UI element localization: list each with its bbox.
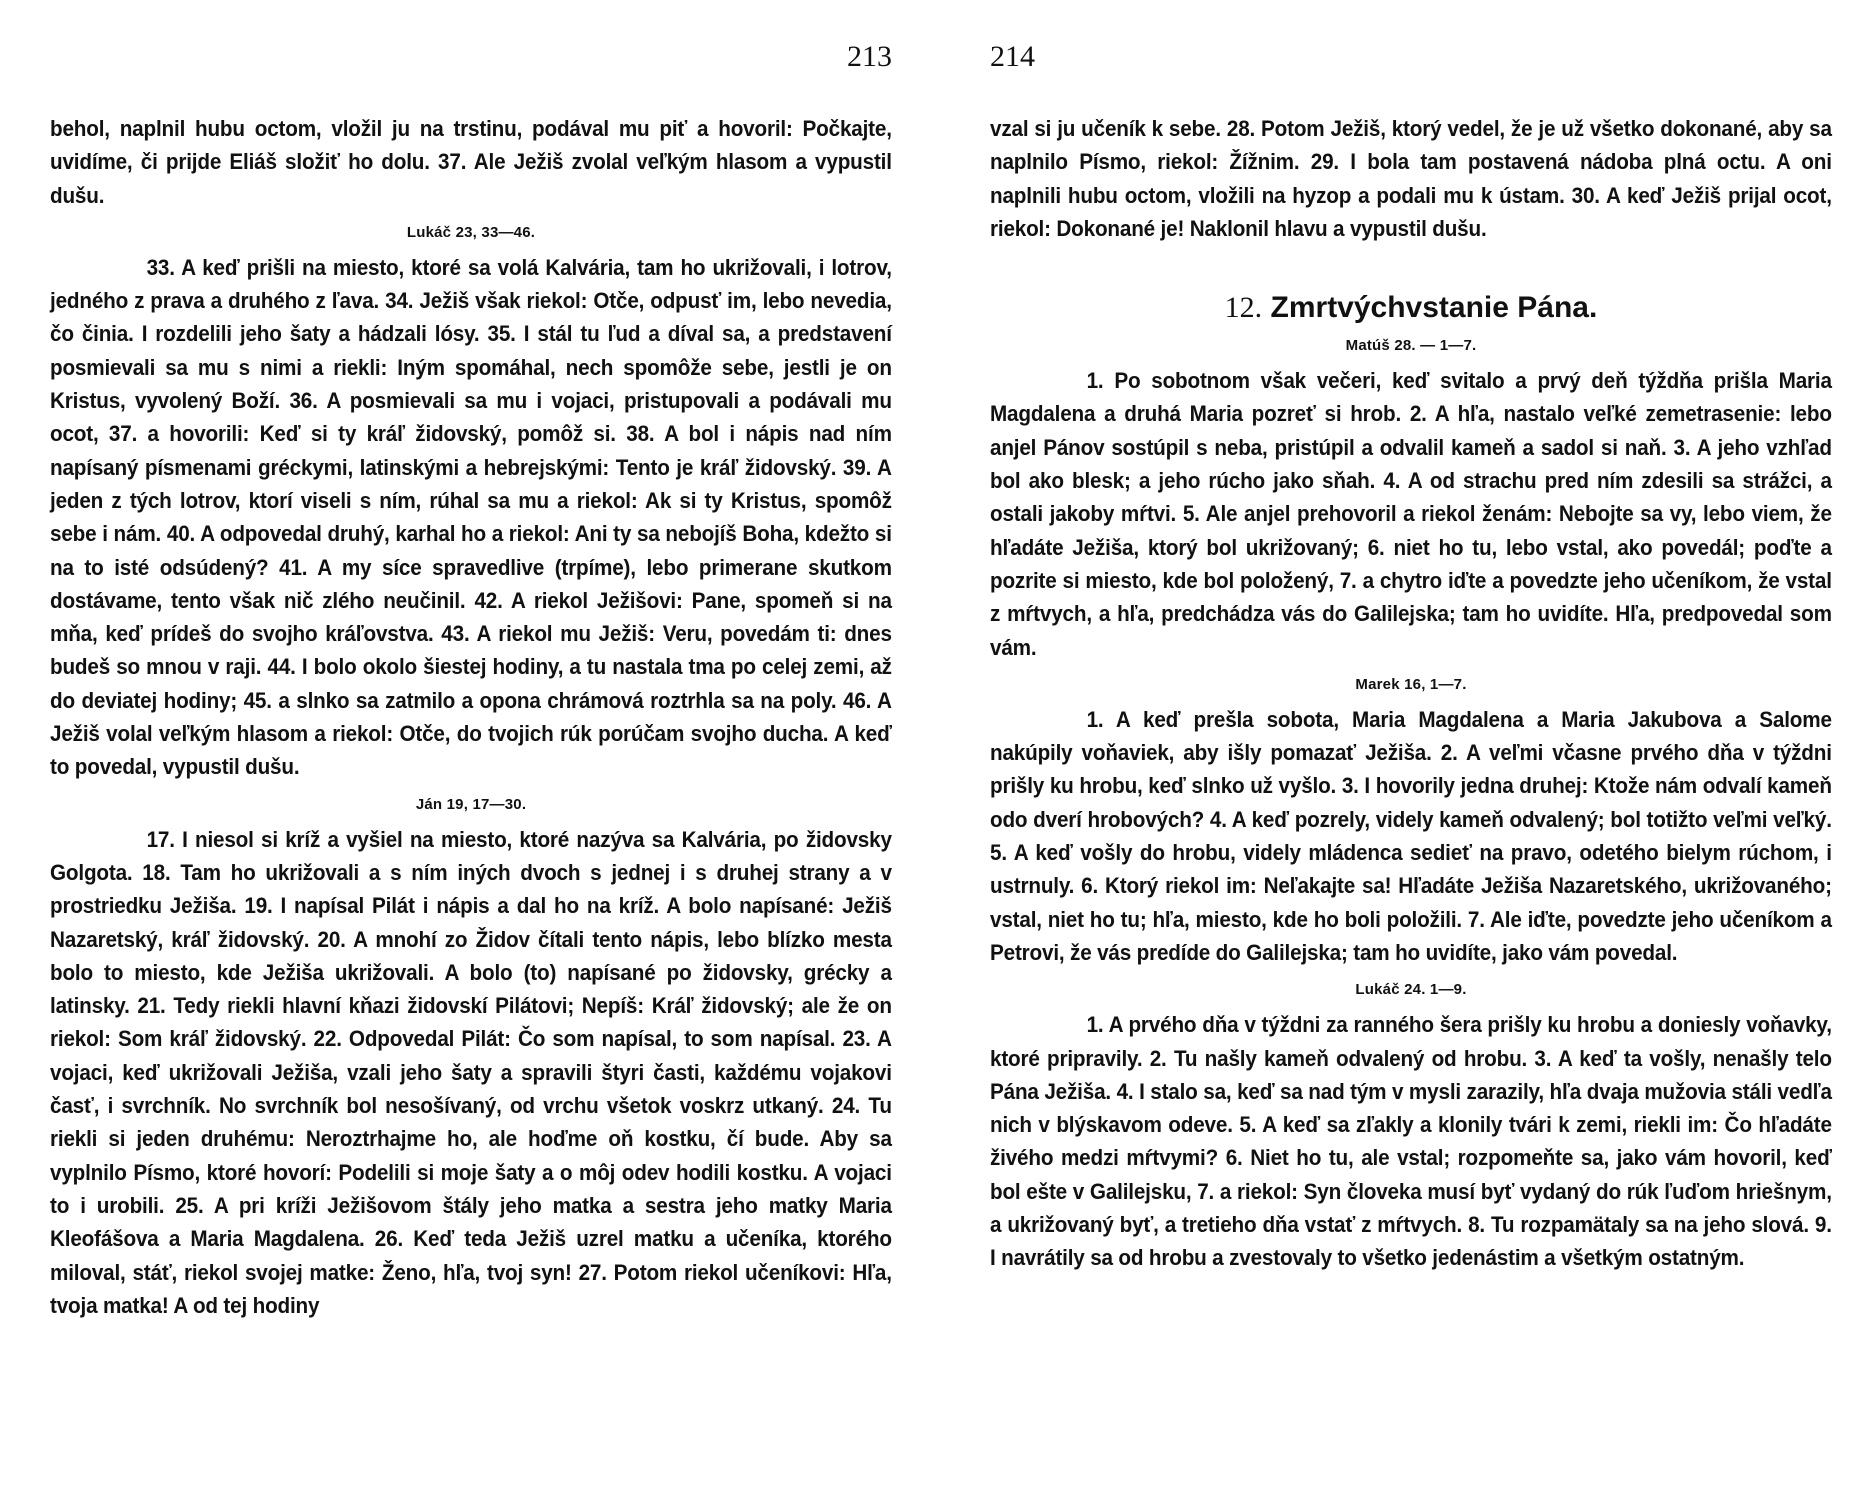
- scripture-reference: Lukáč 24. 1—9.: [1355, 981, 1467, 999]
- chapter-number: 12.: [1224, 291, 1263, 325]
- paragraph: 33. A keď prišli na miesto, ktoré sa volá Kalvária, tam ho ukrižovali, i lotrov, jedného z prava a druhého z ľava. 34. Ježiš však riekol: Otče, odpusť im, lebo nevedia, čo činia. I rozdelili jeho šaty a hádzali lósy. 35. I stál tu ľud a díval sa, a predstavení posmievali sa mu s nimi a riekli: Iným spomáhal, nech spomôže sebe, jestli je on Kristus, vyvolený Boží. 36. A posmievali sa mu i vojaci, pristupovali a podávali mu ocot, 37. a hovorili: Keď si ty kráľ židovský, pomôž si. 38. A bol i nápis nad ním napísaný písmenami gréckymi, latinskými a hebrejskými: Tento je kráľ židovský. 39. A jeden z tých lotrov, ktorí viseli s ním, rúhal sa mu a riekol: Ak si ty Kristus, spomôž sebe i nám. 40. A odpovedal druhý, karhal ho a riekol: Ani ty sa nebojíš Boha, kdežto si na to isté odsúdený? 41. A my síce spravedlive (trpíme), lebo primerane skutkom dostávame, tento však nič zlého neučinil. 42. A riekol Ježišovi: Pane, spomeň si na mňa, keď prídeš do svojho kráľovstva. 43. A riekol mu Ježiš: Veru, povedám ti: dnes budeš so mnou v raji. 44. I bolo okolo šiestej hodiny, a tu nastala tma po celej zemi, až do deviatej hodiny; 45. a slnko sa zatmilo a opona chrámová roztrhla sa na poly. 46. A Ježiš volal veľkým hlasom a riekol: Otče, do tvojich rúk porúčam svojho ducha. A keď to povedal, vypustil dušu.: [50, 254, 892, 780]
- page-body: [50, 112, 892, 1322]
- scripture-reference: Matúš 28. — 1—7.: [1345, 337, 1477, 355]
- paragraph: 1. Po sobotnom však večeri, keď svitalo a prvý deň týždňa prišla Maria Magdalena a druhá Maria pozreť si hrob. 2. A hľa, nastalo veľké zemetrasenie: lebo anjel Pánov sostúpil s neba, pristúpil a odvalil kameň a sadol si naň. 3. A jeho vzhľad bol ako blesk; a jeho rúcho jako sňah. 4. A od strachu pred ním zdesili sa strážci, a ostali jakoby mŕtvi. 5. Ale anjel prehovoril a riekol ženám: Nebojte sa vy, lebo viem, že hľadáte Ježiša, ktorý bol ukrižovaný; 6. niet ho tu, lebo vstal, ako povedál; poďte a pozrite si miesto, kde bol položený, 7. a chytro iďte a povedzte jeho učeníkom, že vstal z mŕtvych, a hľa, predchádza vás do Galilejska; tam ho uvidíte. Hľa, predpovedal som vám.: [990, 368, 1832, 660]
- paragraph: vzal si ju učeník k sebe. 28. Potom Ježiš, ktorý vedel, že je už všetko dokonané, aby sa naplnilo Písmo, riekol: Žížnim. 29. I bola tam postavená nádoba plná octu. A oni naplnili hubu octom, vložili na hyzop a podali mu k ústam. 30. A keď Ježiš prijal ocot, riekol: Dokonané je! Naklonil hlavu a vypustil dušu.: [990, 116, 1832, 241]
- paragraph: 17. I niesol si kríž a vyšiel na miesto, ktoré nazýva sa Kalvária, po židovsky Golgota. 18. Tam ho ukrižovali a s ním iných dvoch s jednej i s druhej strany a v prostriedku Ježiša. 19. I napísal Pilát i nápis a dal ho na kríž. A bolo napísané: Ježiš Nazaretský, kráľ židovský. 20. A mnohí zo Židov čítali tento nápis, lebo blízko mesta bolo to miesto, kde Ježiša ukrižovali. A bolo (to) napísané po židovsky, grécky a latinsky. 21. Tedy riekli hlavní kňazi židovskí Pilátovi; Nepíš: Kráľ židovský; ale že on riekol: Som kráľ židovský. 22. Odpovedal Pilát: Čo som napísal, to som napísal. 23. A vojaci, keď ukrižovali Ježiša, vzali jeho šaty a spravili štyri časti, každému vojakovi časť, i svrchník. No svrchník bol nesošívaný, od vrchu všetok voskrz utkaný. 24. Tu riekli si jeden druhému: Neroztrhajme ho, ale hoďme oň kostku, čí bude. Aby sa vyplnilo Písmo, ktoré hovorí: Podelili si moje šaty a o môj odev hodili kostku. A vojaci to i urobili. 25. A pri kríži Ježišovom štály jeho matka a sestra jeho matky Maria Kleofášova a Maria Magdalena. 26. Keď teda Ježiš uzrel matku a učeníka, ktorého miloval, stáť, riekol svojej matke: Ženo, hľa, tvoj syn! 27. Potom riekol učeníkovi: Hľa, tvoja matka! A od tej hodiny: [50, 826, 892, 1318]
- chapter-heading: [990, 291, 1832, 325]
- page-number: 213: [847, 40, 892, 73]
- scripture-reference: Ján 19, 17—30.: [415, 795, 527, 813]
- page-number: 214: [990, 40, 1035, 73]
- paragraph: 1. A keď prešla sobota, Maria Magdalena a Maria Jakubova a Salome nakúpily voňaviek, aby išly pomazať Ježiša. 2. A veľmi včasne prvého dňa v týždni prišly ku hrobu, keď slnko už vyšlo. 3. I hovorily jedna druhej: Ktože nám odvalí kameň odo dverí hrobových? 4. A keď pozrely, videly kameň odvalený; bol totižto veľmi veľký. 5. A keď vošly do hrobu, videly mládenca sedieť na pravo, odetého bielym rúchom, i ustrnuly. 6. Ktorý riekol im: Neľakajte sa! Hľadáte Ježiša Nazaretského, ukrižovaného; vstal, niet ho tu; hľa, miesto, kde ho boli položili. 7. Ale iďte, povedzte jeho učeníkom a Petrovi, že vás predíde do Galilejska; tam ho uvidíte, jako vám povedal.: [990, 706, 1832, 965]
- page-body: [990, 112, 1832, 1275]
- left-page: [50, 0, 892, 1500]
- scripture-reference: Marek 16, 1—7.: [1355, 675, 1467, 693]
- scripture-reference: Lukáč 23, 33—46.: [406, 223, 536, 241]
- paragraph: 1. A prvého dňa v týždni za ranného šera prišly ku hrobu a doniesly voňavky, ktoré pripravily. 2. Tu našly kameň odvalený od hrobu. 3. A keď ta vošly, nenašly telo Pána Ježiša. 4. I stalo sa, keď sa nad tým v mysli zarazily, hľa dvaja mužovia stáli vedľa nich v blýskavom odeve. 5. A keď sa zľakly a klonily tvári k zemi, riekli im: Čo hľadáte živého medzi mŕtvymi? 6. Niet ho tu, ale vstal; rozpomeňte sa, jako vám hovoril, keď bol ešte v Galilejsku, 7. a riekol: Syn človeka musí byť vydaný do rúk ľuďom hriešnym, a ukrižovaný byť, a tretieho dňa vstať z mŕtvych. 8. Tu rozpamätaly sa na jeho slová. 9. I navrátily sa od hrobu a zvestovaly to všetko jedenástim a všetkým ostatným.: [990, 1012, 1832, 1271]
- paragraph: behol, naplnil hubu octom, vložil ju na trstinu, podával mu piť a hovoril: Počkajte, uvidíme, či prijde Eliáš složiť ho dolu. 37. Ale Ježiš zvolal veľkým hlasom a vypustil dušu.: [50, 116, 892, 208]
- right-page: [990, 0, 1832, 1500]
- chapter-title: Zmrtvýchvstanie Pána.: [1270, 291, 1598, 325]
